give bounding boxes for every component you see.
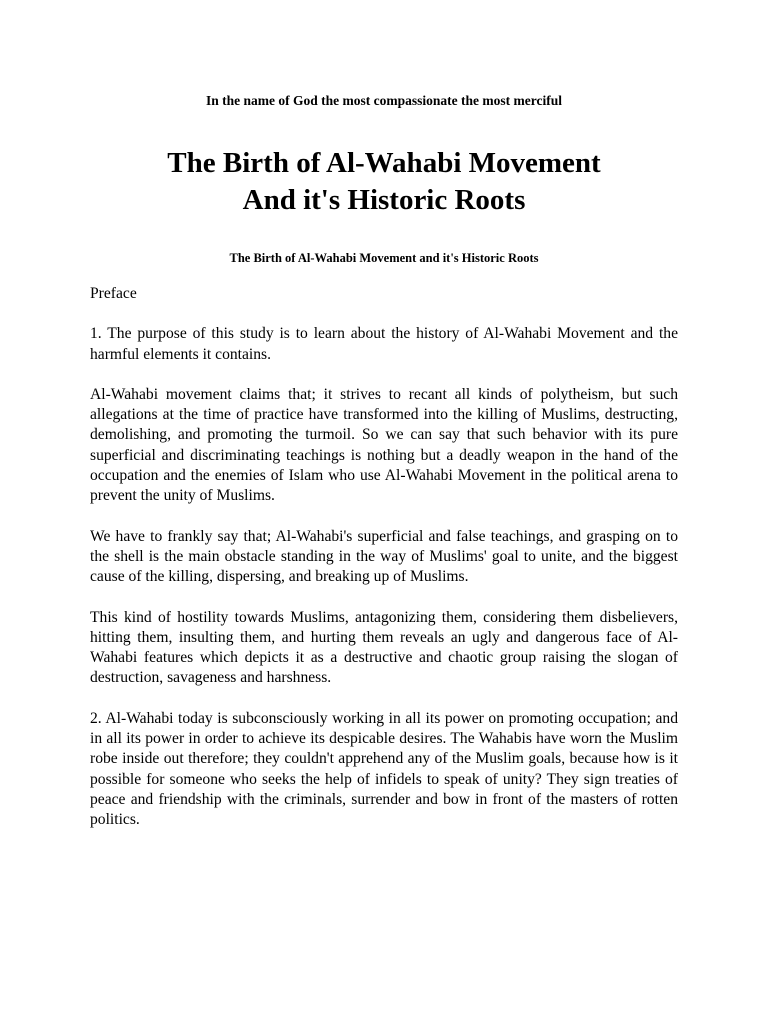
basmala-line: In the name of God the most compassionate the most merciful [206,93,562,108]
paragraph-4: This kind of hostility towards Muslims, antagonizing them, considering them disbelievers, hitting them, insulting them, and hurting them reveals an ugly and dangerous face of Al-Wahabi features which depicts it as a destructive and chaotic group raising the slogan of destruction, savageness and harshness. [90,608,678,687]
paragraph-2: Al-Wahabi movement claims that; it strives to recant all kinds of polytheism, but such allegations at the time of practice have transformed into the killing of Muslims, destructing, demolishing, and promoting the turmoil. So we can say that such behavior with its pure superficial and discriminating teachings is nothing but a deadly weapon in the hand of the occupation and the enemies of Islam who use Al-Wahabi Movement in the political arena to prevent the unity of Muslims. [90,385,678,505]
paragraph-5: 2. Al-Wahabi today is subconsciously working in all its power on promoting occupation; and in all its power in order to achieve its despicable desires. The Wahabis have worn the Muslim robe inside out therefore; they couldn't apprehend any of the Muslim goals, because how is it possible for someone who seeks the help of infidels to speak of unity? They sign treaties of peace and friendship with the criminals, surrender and bow in front of the masters of rotten politics. [90,709,678,829]
paragraph-1: 1. The purpose of this study is to learn about the history of Al-Wahabi Movement and the harmful elements it contains. [90,325,678,363]
preface-heading: Preface [90,285,137,302]
document-body [90,284,678,851]
document-subtitle: The Birth of Al-Wahabi Movement and it's Historic Roots [229,251,539,265]
document-title [0,145,768,219]
title-line-1: The Birth of Al-Wahabi Movement [167,147,601,179]
title-line-2: And it's Historic Roots [242,184,526,216]
paragraph-3: We have to frankly say that; Al-Wahabi's superficial and false teachings, and grasping on to the shell is the main obstacle standing in the way of Muslims' goal to unite, and the biggest cause of the killing, dispersing, and breaking up of Muslims. [90,527,678,586]
